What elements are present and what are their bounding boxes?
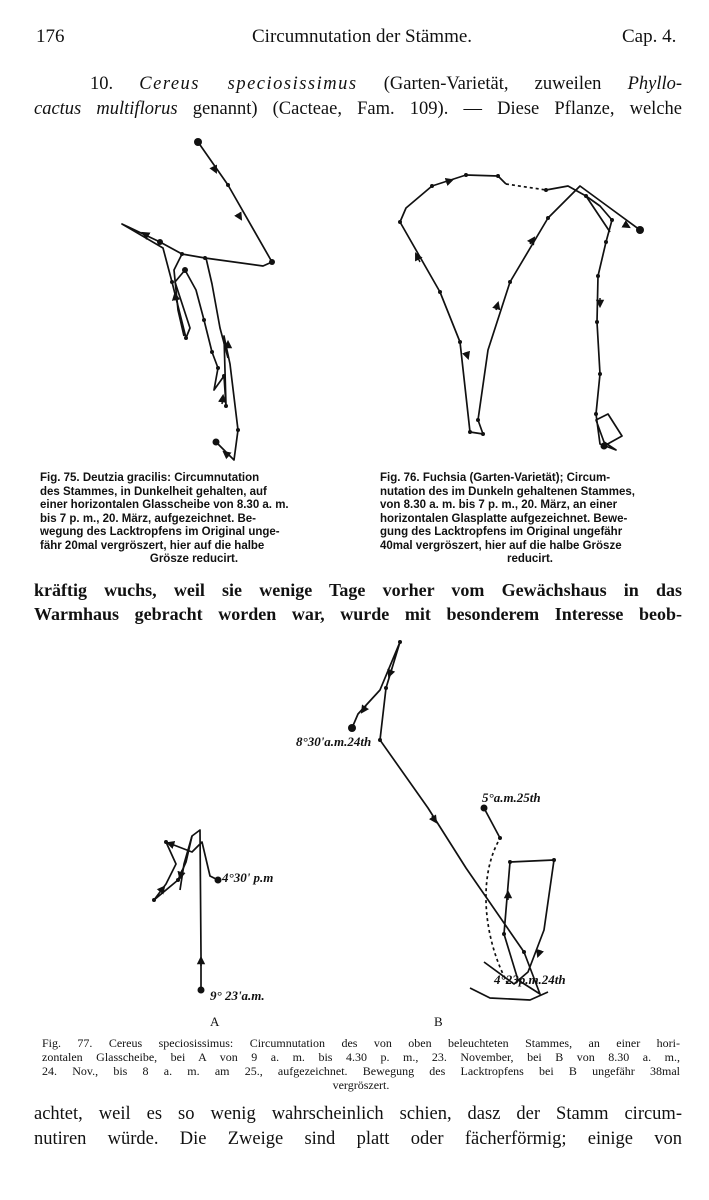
fig75-caption-line: des Stammes, in Dunkelheit gehalten, auf xyxy=(40,485,267,498)
species-name: Cereus speciosissimus xyxy=(139,74,358,94)
fig77-label-830am: 8°30'a.m.24th xyxy=(296,734,372,749)
fig76-caption-line: gung des Lacktropfens im Original ungefähr xyxy=(380,526,623,538)
fig75-caption-line: wegung des Lacktropfens im Original unge- xyxy=(40,526,280,538)
intro-line-1-italic: Phyllo- xyxy=(627,74,683,94)
chapter-label: Cap. 4. xyxy=(622,26,677,47)
fig77-b-trace xyxy=(352,642,554,1000)
fig77-caption xyxy=(42,1036,680,1092)
fig75-caption-line: fähr 20mal vergröszert, hier auf die halbe xyxy=(40,539,265,552)
fig77-caption-line: vergröszert. xyxy=(332,1078,390,1092)
fig76-caption-line: nutation des im Dunkeln gehaltenen Stammes, xyxy=(380,485,635,498)
fig77-panel-b-label: B xyxy=(434,1014,443,1029)
fig77-caption-line: zontalen Glasscheibe, bei A von 9 a. m. bis 4.30 p. m., 23. November, bei B von 8.30 a. m., xyxy=(42,1050,680,1064)
fig77-b-arrows xyxy=(362,668,540,956)
fig77-label-430pm: 4°30' p.m xyxy=(222,870,274,885)
fig76-caption-line: Fig. 76. Fuchsia (Garten-Varietät); Circum- xyxy=(380,472,611,484)
fig77-label-5am: 5°a.m.25th xyxy=(482,790,541,805)
middle-line: kräftig wuchs, weil sie wenige Tage vorher vom Gewächshaus in das xyxy=(34,580,682,600)
fig76-caption-line: reducirt. xyxy=(506,553,553,565)
intro-line-2-italic: cactus multiflorus xyxy=(34,99,178,119)
fig76-caption-line: von 8.30 a. m. bis 7 p. m., 20. März, an einer xyxy=(380,499,618,511)
fig77-label-423pm: 4°23p.m.24th xyxy=(494,972,566,987)
closing-paragraph xyxy=(34,1102,682,1152)
fig75-caption-line: Fig. 75. Deutzia gracilis: Circumnutation xyxy=(40,472,260,484)
fig76-caption-line: horizontalen Glasplatte aufgezeichnet. Bewe- xyxy=(380,512,628,525)
fig77-a-arrows xyxy=(160,843,201,966)
fig76-caption-line: 40mal vergröszert, hier auf die halbe Grösze xyxy=(380,539,622,552)
intro-line-1-rest: (Garten-Varietät, zuweilen xyxy=(383,74,602,94)
running-title: Circumnutation der Stämme. xyxy=(252,26,473,47)
fig77-a-points xyxy=(152,840,222,994)
closing-line: nutiren würde. Die Zweige sind platt oder fächerförmig; einige von xyxy=(34,1129,682,1149)
page-number: 176 xyxy=(36,26,65,47)
fig77-panel-a-label: A xyxy=(210,1014,220,1029)
fig77-caption-line: Fig. 77. Cereus speciosissimus: Circumnutation des von oben beleuchteten Stammes, an einer hori- xyxy=(42,1036,680,1050)
fig75-caption-line: bis 7 p. m., 20. März, aufgezeichnet. Be- xyxy=(40,512,257,525)
middle-line: Warmhaus gebracht worden war, wurde mit besonderem Interesse beob- xyxy=(34,604,682,624)
fig75-caption-line: Grösze reducirt. xyxy=(149,553,239,565)
fig77-a-trace xyxy=(154,830,218,990)
fig75-caption-line: einer horizontalen Glasscheibe von 8.30 a. m. xyxy=(40,499,289,511)
closing-line: achtet, weil es so wenig wahrscheinlich schien, dasz der Stamm circum- xyxy=(34,1104,682,1124)
fig77-label-923am: 9° 23'a.m. xyxy=(210,988,265,1003)
fig77-caption-line: 24. Nov., bis 8 a. m. am 25., aufgezeichnet. Bewegung des Lacktropfens bei B ungefähr 38mal xyxy=(42,1064,680,1078)
species-number: 10. xyxy=(90,74,114,94)
intro-line-2-rest: genannt) (Cacteae, Fam. 109). — Diese Pflanze, welche xyxy=(192,99,682,119)
